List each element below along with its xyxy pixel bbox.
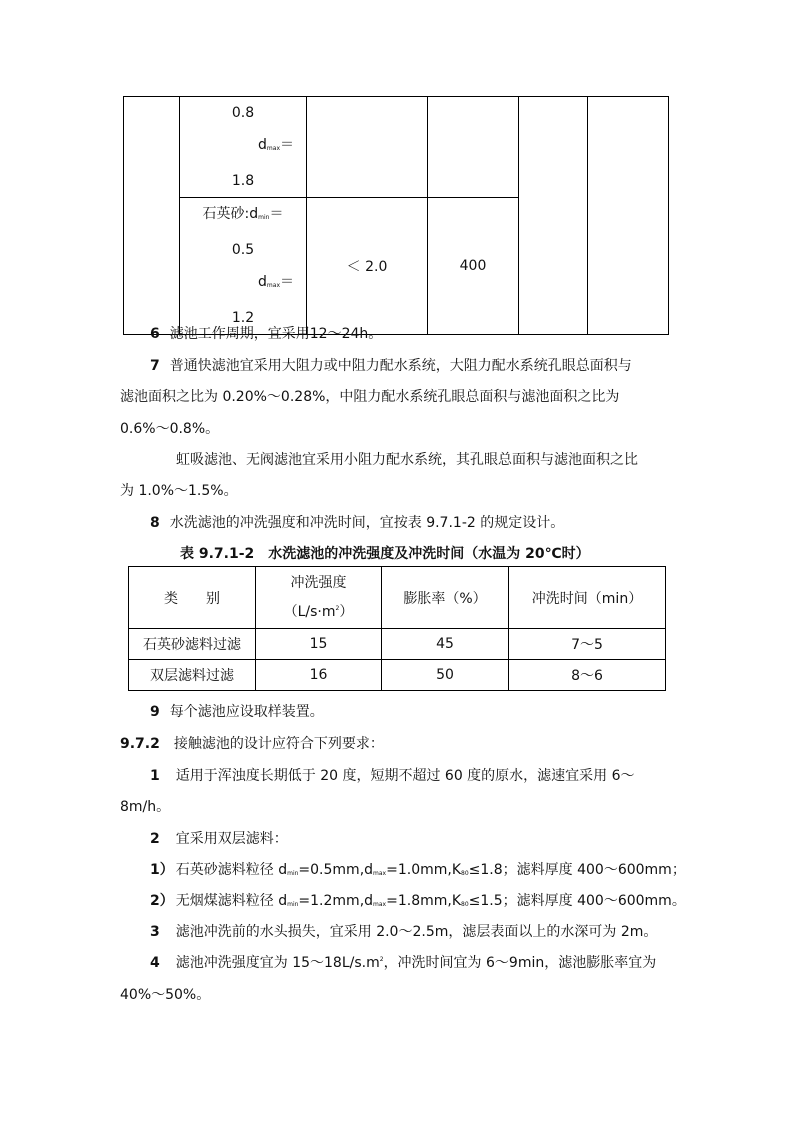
item-number: 2） xyxy=(150,893,174,909)
cell-expansion: 45 xyxy=(382,629,509,660)
unit-sup: 2 xyxy=(335,605,340,612)
s3 xyxy=(150,921,657,941)
item-text: 每个滤池应设取样装置。 xyxy=(169,704,324,720)
text-part: =0.5mm,d xyxy=(298,862,374,878)
value-cell: 0.8 xyxy=(231,105,255,121)
item-number: 1 xyxy=(150,768,160,784)
table-caption: 表 9.7.1-2 水洗滤池的冲洗强度及冲洗时间（水温为 20℃时） xyxy=(180,546,590,562)
item-text: 水洗滤池的冲洗强度和冲洗时间，宜按表 9.7.1-2 的规定设计。 xyxy=(169,515,565,531)
cell-time: 7～5 xyxy=(509,629,666,660)
item-6 xyxy=(150,323,382,343)
eq-text: ＝ xyxy=(280,274,294,290)
text-part: =1.8mm,K xyxy=(386,893,462,909)
eq-text: ＝ xyxy=(280,137,294,153)
quartz-dmin-line xyxy=(180,198,306,234)
dmax-line xyxy=(180,266,306,302)
text-part: 滤池冲洗强度宜为 15～18L/s.m xyxy=(175,955,380,971)
cell-expansion: 50 xyxy=(382,660,509,691)
col5-cell xyxy=(519,97,588,335)
s2b xyxy=(150,890,686,910)
cell-category: 双层滤料过滤 xyxy=(129,660,256,691)
cell-intensity: 16 xyxy=(256,660,382,691)
col2-row1-cell xyxy=(180,97,307,198)
value-cell: 1.8 xyxy=(231,173,255,189)
header-intensity-line1: 冲洗强度 xyxy=(290,575,347,591)
item-number: 9 xyxy=(150,704,160,720)
thickness-cell: 400 xyxy=(428,198,519,335)
col6-cell xyxy=(588,97,669,335)
min-sub: min xyxy=(258,214,270,221)
item-number: 4 xyxy=(150,955,160,971)
d-text: d xyxy=(258,137,267,153)
col1-cell xyxy=(124,97,180,335)
filter-speed-cell: ＜ 2.0 xyxy=(307,198,428,335)
s2 xyxy=(150,828,288,848)
item-7-line4: 虹吸滤池、无阀滤池宜采用小阻力配水系统，其孔眼总面积与滤池面积之比 xyxy=(176,452,638,468)
value-cell: 1.2 xyxy=(231,310,255,326)
col3-row1-cell xyxy=(307,97,428,198)
section-text: 接触滤池的设计应符合下列要求： xyxy=(173,736,384,752)
item-8 xyxy=(150,512,564,532)
cell-time: 8～6 xyxy=(509,660,666,691)
unit-text: （L/s·m xyxy=(283,604,336,620)
sub-text: 80 xyxy=(461,870,469,877)
table-row xyxy=(129,660,666,691)
col2-row2-cell xyxy=(180,198,307,335)
header-intensity-line2 xyxy=(256,596,381,625)
item-number: 2 xyxy=(150,831,160,847)
top-continuation-table xyxy=(123,96,669,335)
item-text: 普通快滤池宜采用大阻力或中阻力配水系统，大阻力配水系统孔眼总面积与 xyxy=(169,358,632,374)
col4-row1-cell xyxy=(428,97,519,198)
item-7-line1 xyxy=(150,355,632,375)
value-cell: 0.5 xyxy=(231,242,255,258)
unit-close: ） xyxy=(339,604,354,620)
header-category: 类 别 xyxy=(129,567,256,629)
item-9 xyxy=(150,701,324,721)
item-text: 宜采用双层滤料： xyxy=(175,831,288,847)
cell-category: 石英砂滤料过滤 xyxy=(129,629,256,660)
s1-line1 xyxy=(150,765,635,785)
sub-text: min xyxy=(287,901,299,908)
section-972 xyxy=(120,733,384,753)
s4-line2: 40%～50%。 xyxy=(120,987,211,1003)
text-part: 石英砂滤料粒径 d xyxy=(175,862,288,878)
item-number: 7 xyxy=(150,358,160,374)
sub-text: 80 xyxy=(461,901,469,908)
header-time: 冲洗时间（min） xyxy=(509,567,666,629)
wash-table xyxy=(128,566,666,691)
table-row xyxy=(129,629,666,660)
item-number: 8 xyxy=(150,515,160,531)
item-number: 1） xyxy=(150,862,174,878)
max-sub: max xyxy=(266,282,280,289)
eq-text: ＝ xyxy=(269,206,284,222)
d-text: d xyxy=(258,274,267,290)
sup-text: 2 xyxy=(379,956,384,963)
item-7-line5: 为 1.0%～1.5%。 xyxy=(120,483,238,499)
item-number: 6 xyxy=(150,326,160,342)
quartz-prefix: 石英砂:d xyxy=(202,206,259,222)
sub-text: min xyxy=(287,870,299,877)
item-text: 滤池工作周期，宜采用12～24h。 xyxy=(169,326,383,342)
text-part: 无烟煤滤料粒径 d xyxy=(175,893,288,909)
item-7-line3: 0.6%～0.8%。 xyxy=(120,421,220,437)
sub-text: max xyxy=(373,870,387,877)
text-part: =1.2mm,d xyxy=(298,893,374,909)
text-part: ≤1.5；滤料厚度 400～600mm。 xyxy=(468,893,686,909)
header-intensity xyxy=(256,567,382,629)
text-part: =1.0mm,K xyxy=(386,862,462,878)
s1-line2: 8m/h。 xyxy=(120,799,171,815)
sub-text: max xyxy=(373,901,387,908)
item-number: 3 xyxy=(150,924,160,940)
cell-intensity: 15 xyxy=(256,629,382,660)
dmax-line xyxy=(180,129,306,165)
item-7-line2: 滤池面积之比为 0.20%～0.28%，中阻力配水系统孔眼总面积与滤池面积之比为 xyxy=(120,389,620,405)
item-text: 适用于浑浊度长期低于 20 度，短期不超过 60 度的原水，滤速宜采用 6～ xyxy=(175,768,635,784)
header-expansion: 膨胀率（%） xyxy=(382,567,509,629)
s2a xyxy=(150,859,686,879)
text-part: ，冲洗时间宜为 6～9min，滤池膨胀率宜为 xyxy=(383,955,657,971)
section-number: 9.7.2 xyxy=(120,736,160,752)
s4-line1 xyxy=(150,952,656,972)
item-text: 滤池冲洗前的水头损失，宜采用 2.0～2.5m，滤层表面以上的水深可为 2m。 xyxy=(175,924,658,940)
max-sub: max xyxy=(266,145,280,152)
text-part: ≤1.8；滤料厚度 400～600mm； xyxy=(468,862,686,878)
